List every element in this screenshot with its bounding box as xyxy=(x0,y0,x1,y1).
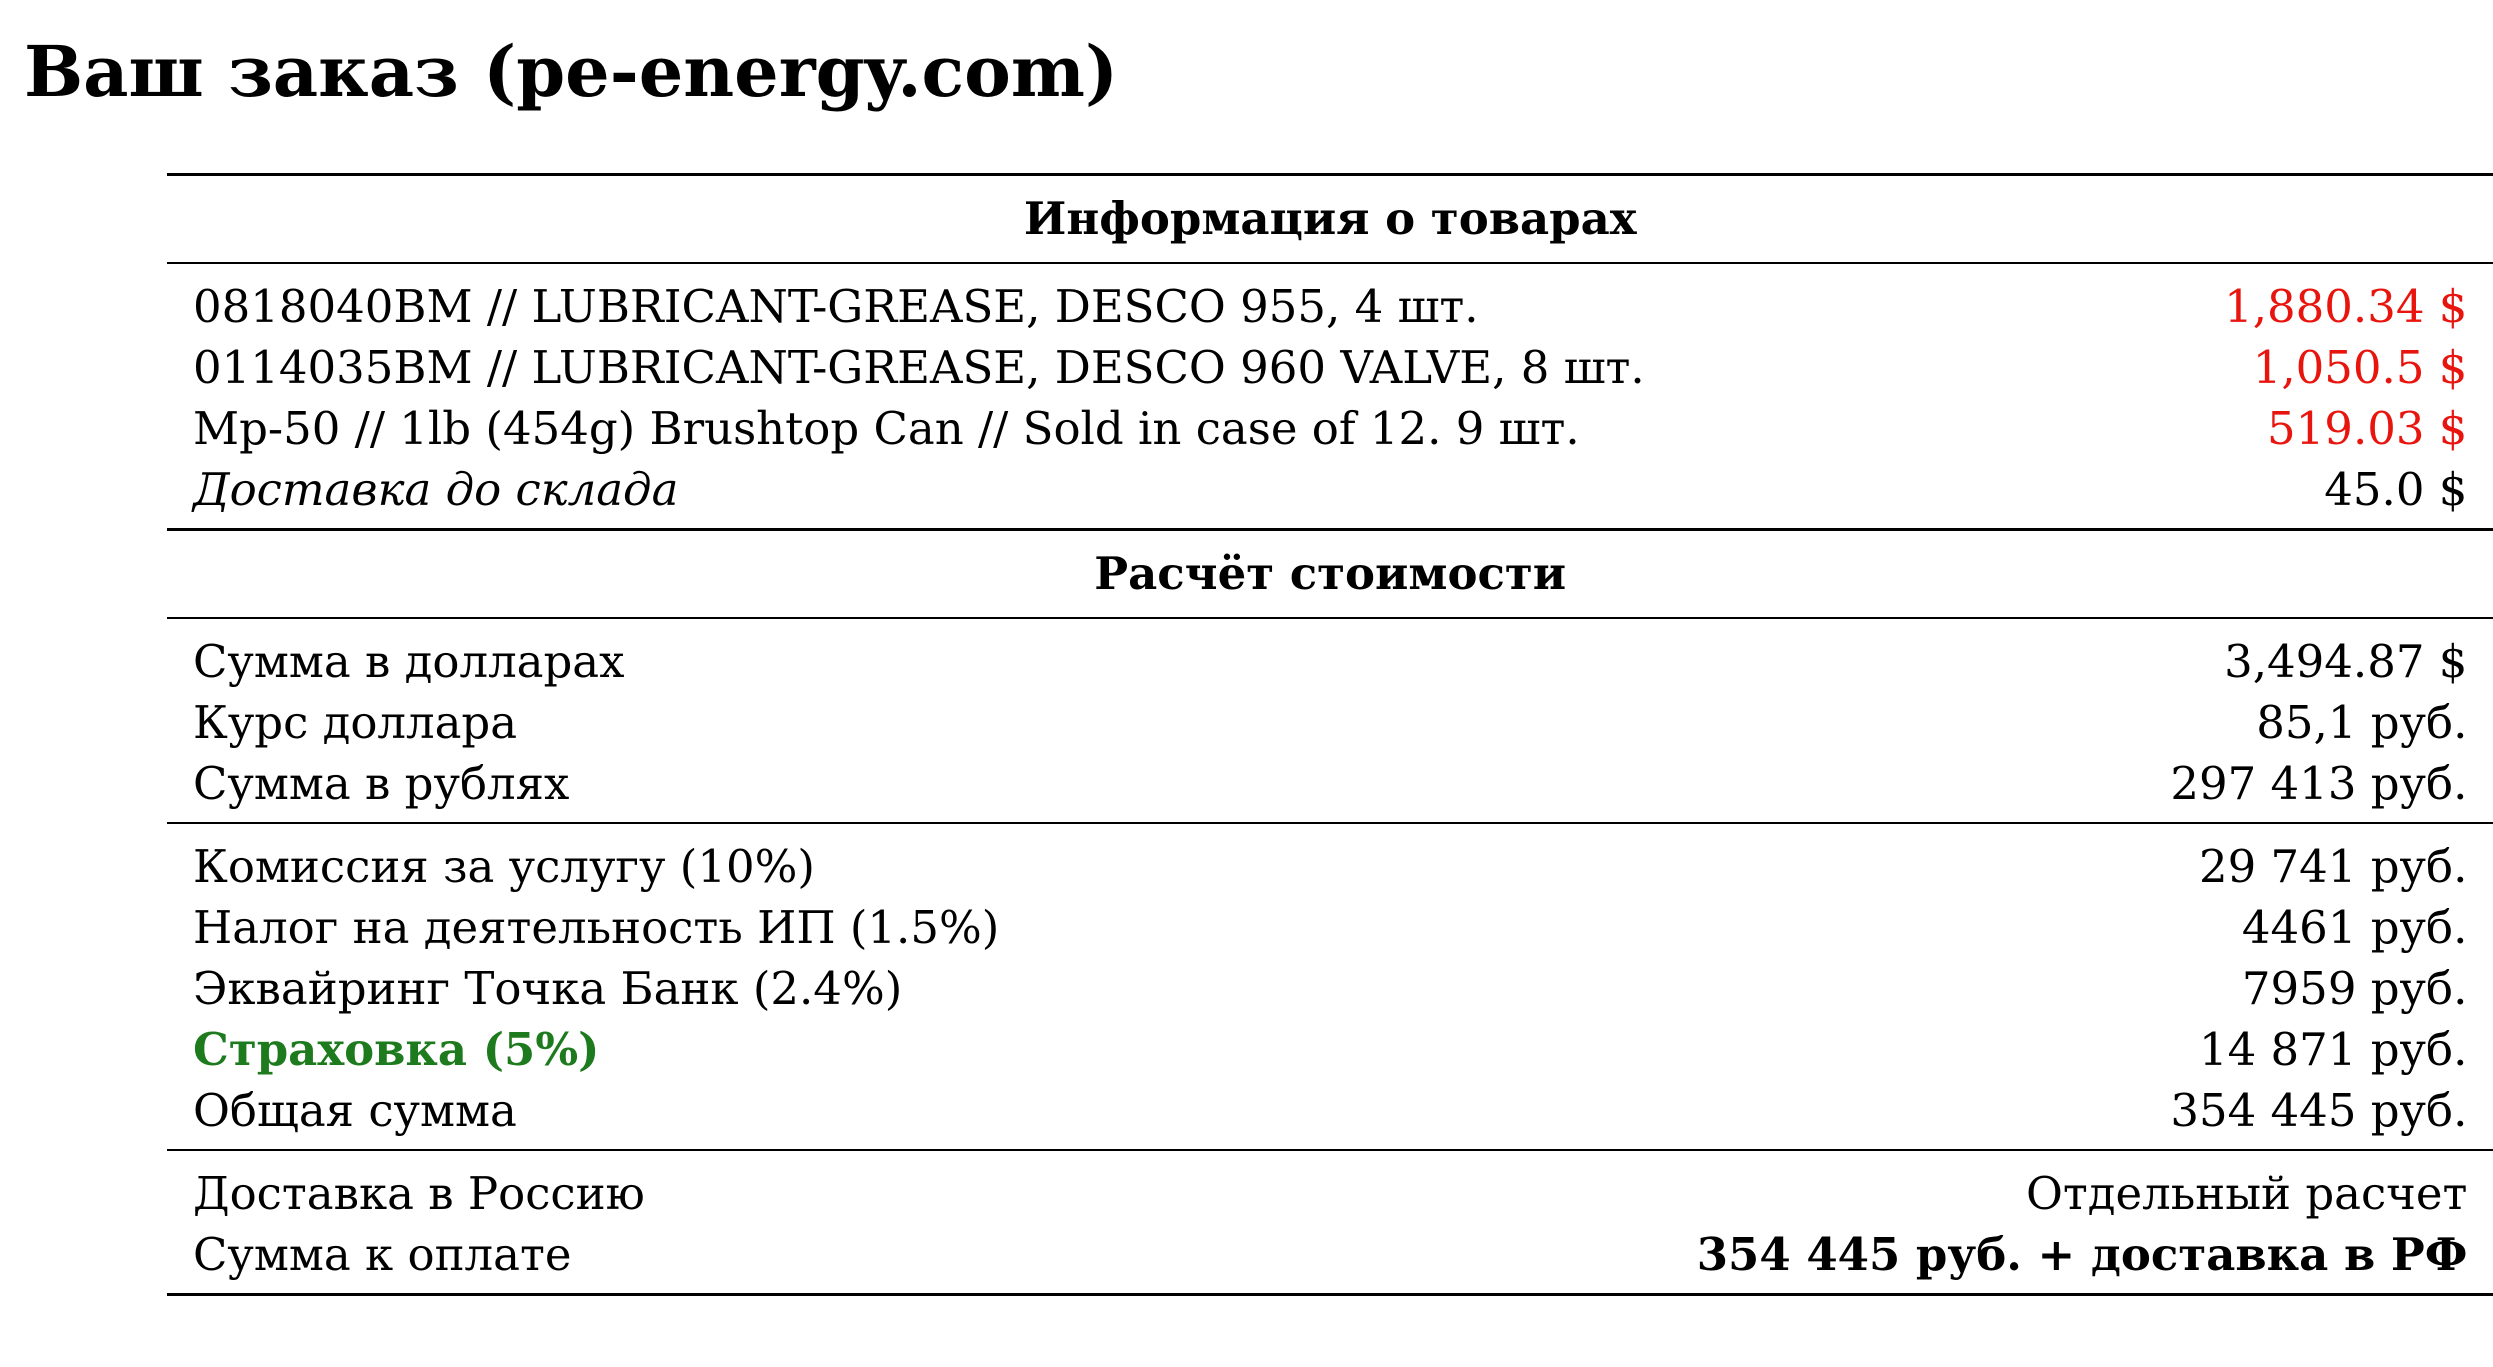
amount-due-row xyxy=(167,1224,2493,1295)
tax-row xyxy=(167,897,2493,958)
sum-rub-row xyxy=(167,753,2493,823)
amount-due-value: 354 445 руб. + доставка в РФ xyxy=(1696,1228,2468,1281)
acquiring-label: Эквайринг Точка Банк (2.4%) xyxy=(193,962,903,1015)
acquiring-row xyxy=(167,958,2493,1019)
amount-due-label: Сумма к оплате xyxy=(193,1228,572,1281)
insurance-value: 14 871 руб. xyxy=(2198,1023,2468,1076)
commission-value: 29 741 руб. xyxy=(2198,840,2468,893)
product-row xyxy=(167,398,2493,459)
total-row xyxy=(167,1080,2493,1150)
product-label: 0114035BM // LUBRICANT-GREASE, DESCO 960 VALVE, 8 шт. xyxy=(193,341,1645,394)
total-value: 354 445 руб. xyxy=(2170,1084,2468,1137)
warehouse-shipping-row xyxy=(167,459,2493,530)
product-label: 0818040BM // LUBRICANT-GREASE, DESCO 955, 4 шт. xyxy=(193,280,1479,333)
total-label: Общая сумма xyxy=(193,1084,517,1137)
acquiring-value: 7959 руб. xyxy=(2241,962,2468,1015)
products-heading: Информация о товарах xyxy=(1023,192,1637,245)
insurance-row xyxy=(167,1019,2493,1080)
tax-value: 4461 руб. xyxy=(2241,901,2468,954)
calc-heading-row xyxy=(167,530,2493,619)
product-label: Mp-50 // 1lb (454g) Brushtop Can // Sold in case of 12. 9 шт. xyxy=(193,402,1580,455)
commission-label: Комиссия за услугу (10%) xyxy=(193,840,815,893)
sum-usd-label: Сумма в долларах xyxy=(193,635,625,688)
exchange-rate-label: Курс доллара xyxy=(193,696,518,749)
sum-rub-value: 297 413 руб. xyxy=(2170,757,2468,810)
product-price: 1,050.5 $ xyxy=(2252,341,2468,394)
exchange-rate-row xyxy=(167,692,2493,753)
russia-shipping-value: Отдельный расчет xyxy=(2026,1167,2468,1220)
russia-shipping-row xyxy=(167,1150,2493,1224)
sum-rub-label: Сумма в рублях xyxy=(193,757,570,810)
product-price: 519.03 $ xyxy=(2267,402,2468,455)
sum-usd-row xyxy=(167,618,2493,692)
page-title: Ваш заказ (pe-energy.com) xyxy=(24,30,1119,113)
warehouse-shipping-value: 45.0 $ xyxy=(2324,463,2468,516)
insurance-label: Страховка (5%) xyxy=(193,1023,600,1076)
warehouse-shipping-label: Доставка до склада xyxy=(193,463,679,516)
product-row xyxy=(167,263,2493,337)
exchange-rate-value: 85,1 руб. xyxy=(2256,696,2468,749)
product-row xyxy=(167,337,2493,398)
commission-row xyxy=(167,823,2493,897)
russia-shipping-label: Доставка в Россию xyxy=(193,1167,645,1220)
products-heading-row xyxy=(167,175,2493,264)
tax-label: Налог на деятельность ИП (1.5%) xyxy=(193,901,1000,954)
product-price: 1,880.34 $ xyxy=(2224,280,2468,333)
order-table xyxy=(167,173,2493,1296)
calc-heading: Расчёт стоимости xyxy=(1094,547,1567,600)
sum-usd-value: 3,494.87 $ xyxy=(2224,635,2468,688)
